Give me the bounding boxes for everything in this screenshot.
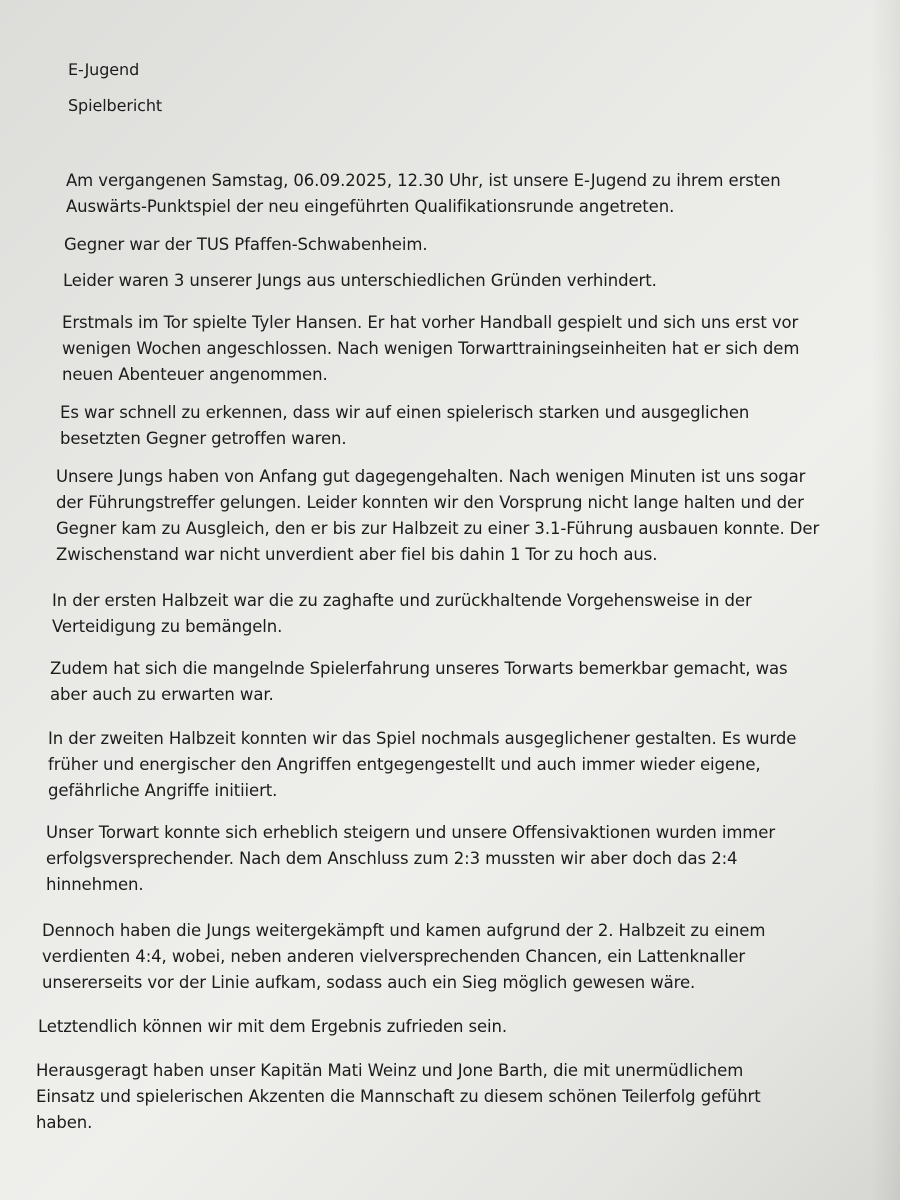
text-line: In der zweiten Halbzeit konnten wir das Spiel nochmals ausgeglichener gestalten. Es wurde [48,729,797,748]
report-title: Spielbericht [67,95,163,116]
text-line: erfolgsversprechender. Nach dem Anschluss zum 2:3 mussten wir aber doch das 2:4 [46,849,738,868]
paragraph-first-half [56,464,819,568]
text-line: In der ersten Halbzeit war die zu zaghafte und zurückhaltende Vorgehensweise in der [52,591,752,610]
text-line: Leider waren 3 unserer Jungs aus unterschiedlichen Gründen verhindert. [63,271,657,290]
text-line: wenigen Wochen angeschlossen. Nach wenigen Torwarttrainingseinheiten hat er sich dem [62,339,800,358]
text-line: Auswärts-Punktspiel der neu eingeführten Qualifikationsrunde angetreten. [66,197,675,216]
text-line: Dennoch haben die Jungs weitergekämpft und kamen aufgrund der 2. Halbzeit zu einem [42,921,766,940]
paragraph-opponent [64,232,427,258]
text-line: verdienten 4:4, wobei, neben anderen vielversprechenden Chancen, ein Lattenknaller [42,947,746,966]
text-line: Zudem hat sich die mangelnde Spielerfahrung unseres Torwarts bemerkbar gemacht, was [50,659,788,678]
text-line: Letztendlich können wir mit dem Ergebnis zufrieden sein. [38,1017,508,1036]
paragraph-experience [50,656,788,708]
text-line: Gegner kam zu Ausgleich, den er bis zur Halbzeit zu einer 3.1-Führung ausbauen konnte. Der [56,519,820,538]
paragraph-defense [52,588,752,640]
text-line: gefährliche Angriffe initiiert. [48,781,278,800]
paragraph-highlights [36,1058,761,1136]
text-line: Gegner war der TUS Pfaffen-Schwabenheim. [64,235,428,254]
paragraph-second-half [48,726,796,804]
paragraph-conclusion [38,1014,507,1040]
text-line: haben. [36,1113,93,1132]
text-line: besetzten Gegner getroffen waren. [60,429,347,448]
text-line: Erstmals im Tor spielte Tyler Hansen. Er hat vorher Handball gespielt und sich uns erst vor [62,313,799,332]
team-heading: E-Jugend [67,59,140,80]
text-line: der Führungstreffer gelungen. Leider konnten wir den Vorsprung nicht lange halten und der [56,493,804,512]
paragraph-absences [63,268,657,294]
text-line: Verteidigung zu bemängeln. [52,617,283,636]
text-line: Zwischenstand war nicht unverdient aber fiel bis dahin 1 Tor zu hoch aus. [56,545,658,564]
paragraph-intro [66,168,781,220]
text-line: Unser Torwart konnte sich erheblich steigern und unsere Offensivaktionen wurden immer [46,823,775,842]
text-line: Einsatz und spielerischen Akzenten die Mannschaft zu diesem schönen Teilerfolg geführt [36,1087,761,1106]
text-line: Es war schnell zu erkennen, dass wir auf einen spielerisch starken und ausgeglichen [60,403,750,422]
text-line: hinnehmen. [46,875,144,894]
paragraph-opponent-strength [60,400,749,452]
text-line: aber auch zu erwarten war. [50,685,274,704]
text-line: neuen Abenteuer angenommen. [62,365,328,384]
paragraph-comeback [42,918,765,996]
text-line: Herausgeragt haben unser Kapitän Mati Weinz und Jone Barth, die mit unermüdlichem [36,1061,744,1080]
text-line: Unsere Jungs haben von Anfang gut dagegengehalten. Nach wenigen Minuten ist uns sogar [56,467,806,486]
paragraph-offense [46,820,775,898]
text-line: früher und energischer den Angriffen entgegengestellt und auch immer wieder eigene, [48,755,761,774]
paragraph-goalkeeper [62,310,799,388]
text-line: Am vergangenen Samstag, 06.09.2025, 12.30 Uhr, ist unsere E-Jugend zu ihrem ersten [66,171,781,190]
text-line: unsererseits vor der Linie aufkam, sodass auch ein Sieg möglich gewesen wäre. [42,973,696,992]
